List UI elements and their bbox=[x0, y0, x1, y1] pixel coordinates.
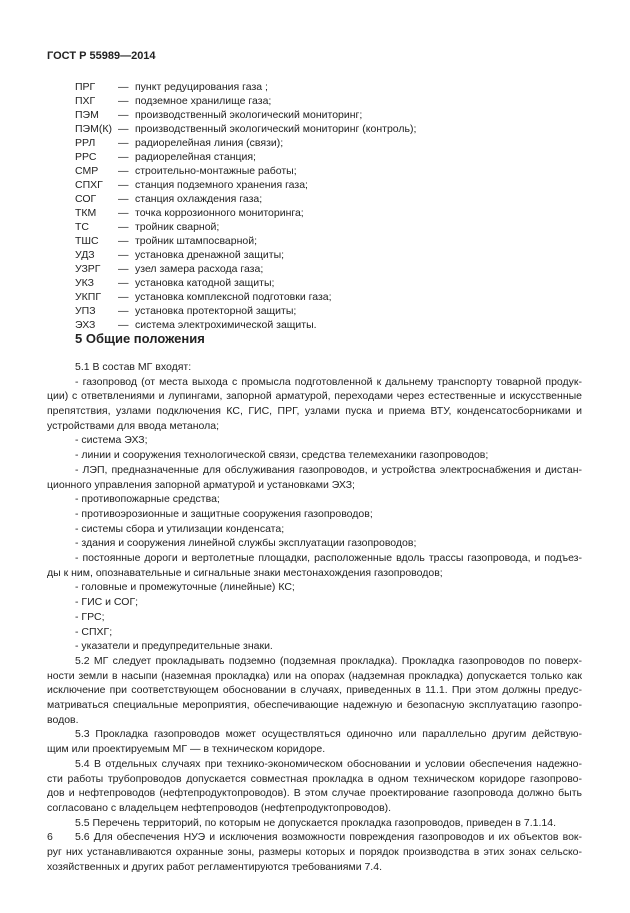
abbreviation-definition: строительно-монтажные работы; bbox=[135, 165, 297, 177]
abbreviation-term: УКПГ bbox=[75, 291, 102, 303]
text-line: согласовано с владельцем нефтепроводов (нефтепродуктопроводов). bbox=[47, 801, 392, 814]
abbreviation-term: ТШС bbox=[75, 235, 99, 247]
abbreviation-dash: — bbox=[118, 277, 129, 289]
abbreviation-definition: установка протекторной защиты; bbox=[135, 305, 297, 317]
abbreviation-dash: — bbox=[118, 95, 129, 107]
abbreviation-dash: — bbox=[118, 123, 129, 135]
abbreviation-item bbox=[75, 80, 416, 94]
document-header: ГОСТ Р 55989—2014 bbox=[47, 50, 156, 62]
section-body bbox=[47, 360, 582, 874]
text-line: 5.6 Для обеспечения НУЭ и исключения возможности повреждения газопроводов и их объектов вок- bbox=[75, 831, 582, 844]
abbreviation-dash: — bbox=[118, 291, 129, 303]
abbreviation-definition: установка катодной защиты; bbox=[135, 277, 275, 289]
text-line: дов и нефтепроводов (нефтепродуктопроводов). В этом случае проектирование газопровода должно быть bbox=[47, 787, 582, 800]
abbreviation-item bbox=[75, 220, 416, 234]
abbreviation-term: УПЗ bbox=[75, 305, 96, 317]
abbreviation-definition: станция подземного хранения газа; bbox=[135, 179, 308, 191]
abbreviation-definition: тройник штампосварной; bbox=[135, 235, 258, 247]
abbreviation-dash: — bbox=[118, 319, 129, 331]
abbreviation-term: УКЗ bbox=[75, 277, 95, 289]
text-line: 5.3 Прокладка газопроводов может осуществляться одиночно или параллельно другим действую- bbox=[75, 728, 582, 741]
text-line: 5.4 В отдельных случаях при технико-экономическом обосновании и условии обеспечения надежно- bbox=[75, 757, 582, 770]
text-line: матриваться специальные мероприятия, обеспечивающие надежную и безопасную эксплуатацию газопро- bbox=[47, 699, 582, 712]
abbreviation-dash: — bbox=[118, 193, 129, 205]
text-line: препятствия, узлами подключения КС, ГИС, ПРГ, узлами пуска и приема ВТУ, конденсатосборниками и bbox=[47, 405, 582, 418]
text-line: - головные и промежуточные (линейные) КС; bbox=[75, 581, 295, 594]
abbreviation-dash: — bbox=[118, 305, 129, 317]
text-line: - СПХГ; bbox=[75, 625, 113, 638]
text-line: - газопровод (от места выхода с промысла подготовленной к дальнему транспорту товарной продук- bbox=[75, 375, 582, 388]
abbreviation-dash: — bbox=[118, 137, 129, 149]
abbreviation-dash: — bbox=[118, 165, 129, 177]
abbreviation-dash: — bbox=[118, 151, 129, 163]
abbreviation-definition: радиорелейная станция; bbox=[135, 151, 256, 163]
abbreviation-item bbox=[75, 262, 416, 276]
abbreviation-dash: — bbox=[118, 179, 129, 191]
abbreviation-item bbox=[75, 304, 416, 318]
abbreviation-term: СПХГ bbox=[75, 179, 103, 191]
text-line: - противопожарные средства; bbox=[75, 493, 220, 506]
abbreviation-term: УЗРГ bbox=[75, 263, 101, 275]
text-line: - здания и сооружения линейной службы эксплуатации газопроводов; bbox=[75, 537, 417, 550]
abbreviation-definition: установка комплексной подготовки газа; bbox=[135, 291, 332, 303]
text-line: - постоянные дороги и вертолетные площадки, расположенные вдоль трассы газопровода, и подъез- bbox=[75, 552, 582, 565]
abbreviation-definition: установка дренажной защиты; bbox=[135, 249, 285, 261]
abbreviation-dash: — bbox=[118, 109, 129, 121]
text-line: - противоэрозионные и защитные сооружения газопроводов; bbox=[75, 507, 373, 520]
abbreviation-item bbox=[75, 122, 416, 136]
abbreviation-definition: производственный экологический мониторинг; bbox=[135, 109, 363, 121]
abbreviation-dash: — bbox=[118, 235, 129, 247]
text-line: водов. bbox=[47, 713, 79, 726]
text-line: - ГРС; bbox=[75, 610, 105, 623]
abbreviation-item bbox=[75, 276, 416, 290]
abbreviation-item bbox=[75, 136, 416, 150]
text-line: - ГИС и СОГ; bbox=[75, 596, 139, 609]
abbreviation-definition: узел замера расхода газа; bbox=[135, 263, 264, 275]
abbreviation-item bbox=[75, 150, 416, 164]
abbreviation-list bbox=[75, 80, 416, 332]
abbreviation-definition: подземное хранилище газа; bbox=[135, 95, 272, 107]
text-line: исключение при соответствующем обосновании в случаях, приведенных в 11.1. При этом должны предус- bbox=[47, 684, 582, 697]
text-line: 5.2 МГ следует прокладывать подземно (подземная прокладка). Прокладка газопроводов по поверх- bbox=[75, 654, 582, 667]
abbreviation-dash: — bbox=[118, 221, 129, 233]
abbreviation-term: ПХГ bbox=[75, 95, 96, 107]
abbreviation-dash: — bbox=[118, 81, 129, 93]
abbreviation-definition: система электрохимической защиты. bbox=[135, 319, 317, 331]
text-line: хозяйственных и других работ регламентируются требованиями 7.4. bbox=[47, 860, 382, 873]
abbreviation-item bbox=[75, 192, 416, 206]
abbreviation-item bbox=[75, 94, 416, 108]
abbreviation-definition: точка коррозионного мониторинга; bbox=[135, 207, 304, 219]
text-line: ности земли в насыпи (наземная прокладка) или на опорах (надземная прокладка) допускается только как bbox=[47, 669, 582, 682]
abbreviation-term: ТС bbox=[75, 221, 89, 233]
text-line: - линии и сооружения технологической связи, средства телемеханики газопроводов; bbox=[75, 449, 489, 462]
abbreviation-term: СМР bbox=[75, 165, 99, 177]
abbreviation-term: УДЗ bbox=[75, 249, 95, 261]
abbreviation-definition: производственный экологический мониторинг (контроль); bbox=[135, 123, 417, 135]
abbreviation-item bbox=[75, 290, 416, 304]
abbreviation-term: ПЭМ(К) bbox=[75, 123, 112, 135]
abbreviation-definition: пункт редуцирования газа ; bbox=[135, 81, 268, 93]
text-line: ды к ним, опознавательные и сигнальные знаки местонахождения газопроводов; bbox=[47, 566, 443, 579]
section-title: 5 Общие положения bbox=[75, 331, 205, 346]
text-line: сти работы трубопроводов допускается совместная прокладка в одном техническом коридоре газопрово- bbox=[47, 772, 582, 785]
abbreviation-term: ТКМ bbox=[75, 207, 97, 219]
abbreviation-dash: — bbox=[118, 207, 129, 219]
abbreviation-definition: тройник сварной; bbox=[135, 221, 220, 233]
text-line: - системы сбора и утилизации конденсата; bbox=[75, 522, 285, 535]
text-line: ционного управления запорной арматурой и установками ЭХЗ; bbox=[47, 478, 355, 491]
text-line: - система ЭХЗ; bbox=[75, 434, 148, 447]
page-number: 6 bbox=[47, 831, 53, 843]
abbreviation-item bbox=[75, 318, 416, 332]
abbreviation-term: ПЭМ bbox=[75, 109, 99, 121]
abbreviation-dash: — bbox=[118, 249, 129, 261]
abbreviation-item bbox=[75, 206, 416, 220]
text-line: ции) с ответвлениями и лупингами, запорной арматурой, переходами через естественные и искусственные bbox=[47, 390, 582, 403]
text-line: руг них устанавливаются охранные зоны, размеры которых и порядок производства в этих зонах сельско- bbox=[47, 845, 582, 858]
text-line: - указатели и предупредительные знаки. bbox=[75, 640, 273, 653]
abbreviation-term: ЭХЗ bbox=[75, 319, 96, 331]
abbreviation-item bbox=[75, 178, 416, 192]
abbreviation-term: СОГ bbox=[75, 193, 97, 205]
text-line: 5.5 Перечень территорий, по которым не допускается прокладка газопроводов, приведен в 7.1.14. bbox=[75, 816, 557, 829]
abbreviation-term: РРС bbox=[75, 151, 97, 163]
abbreviation-item bbox=[75, 108, 416, 122]
abbreviation-dash: — bbox=[118, 263, 129, 275]
text-line: щим или проектируемым МГ — в техническом коридоре. bbox=[47, 743, 326, 756]
abbreviation-item bbox=[75, 164, 416, 178]
abbreviation-definition: станция охлаждения газа; bbox=[135, 193, 263, 205]
text-line: устройствами для ввода метанола; bbox=[47, 419, 220, 432]
abbreviation-item bbox=[75, 234, 416, 248]
abbreviation-item bbox=[75, 248, 416, 262]
text-line: 5.1 В состав МГ входят: bbox=[75, 361, 192, 373]
abbreviation-definition: радиорелейная линия (связи); bbox=[135, 137, 284, 149]
text-line: - ЛЭП, предназначенные для обслуживания газопроводов, и устройства электроснабжения и дистан- bbox=[75, 463, 582, 476]
abbreviation-term: РРЛ bbox=[75, 137, 96, 149]
abbreviation-term: ПРГ bbox=[75, 81, 96, 93]
